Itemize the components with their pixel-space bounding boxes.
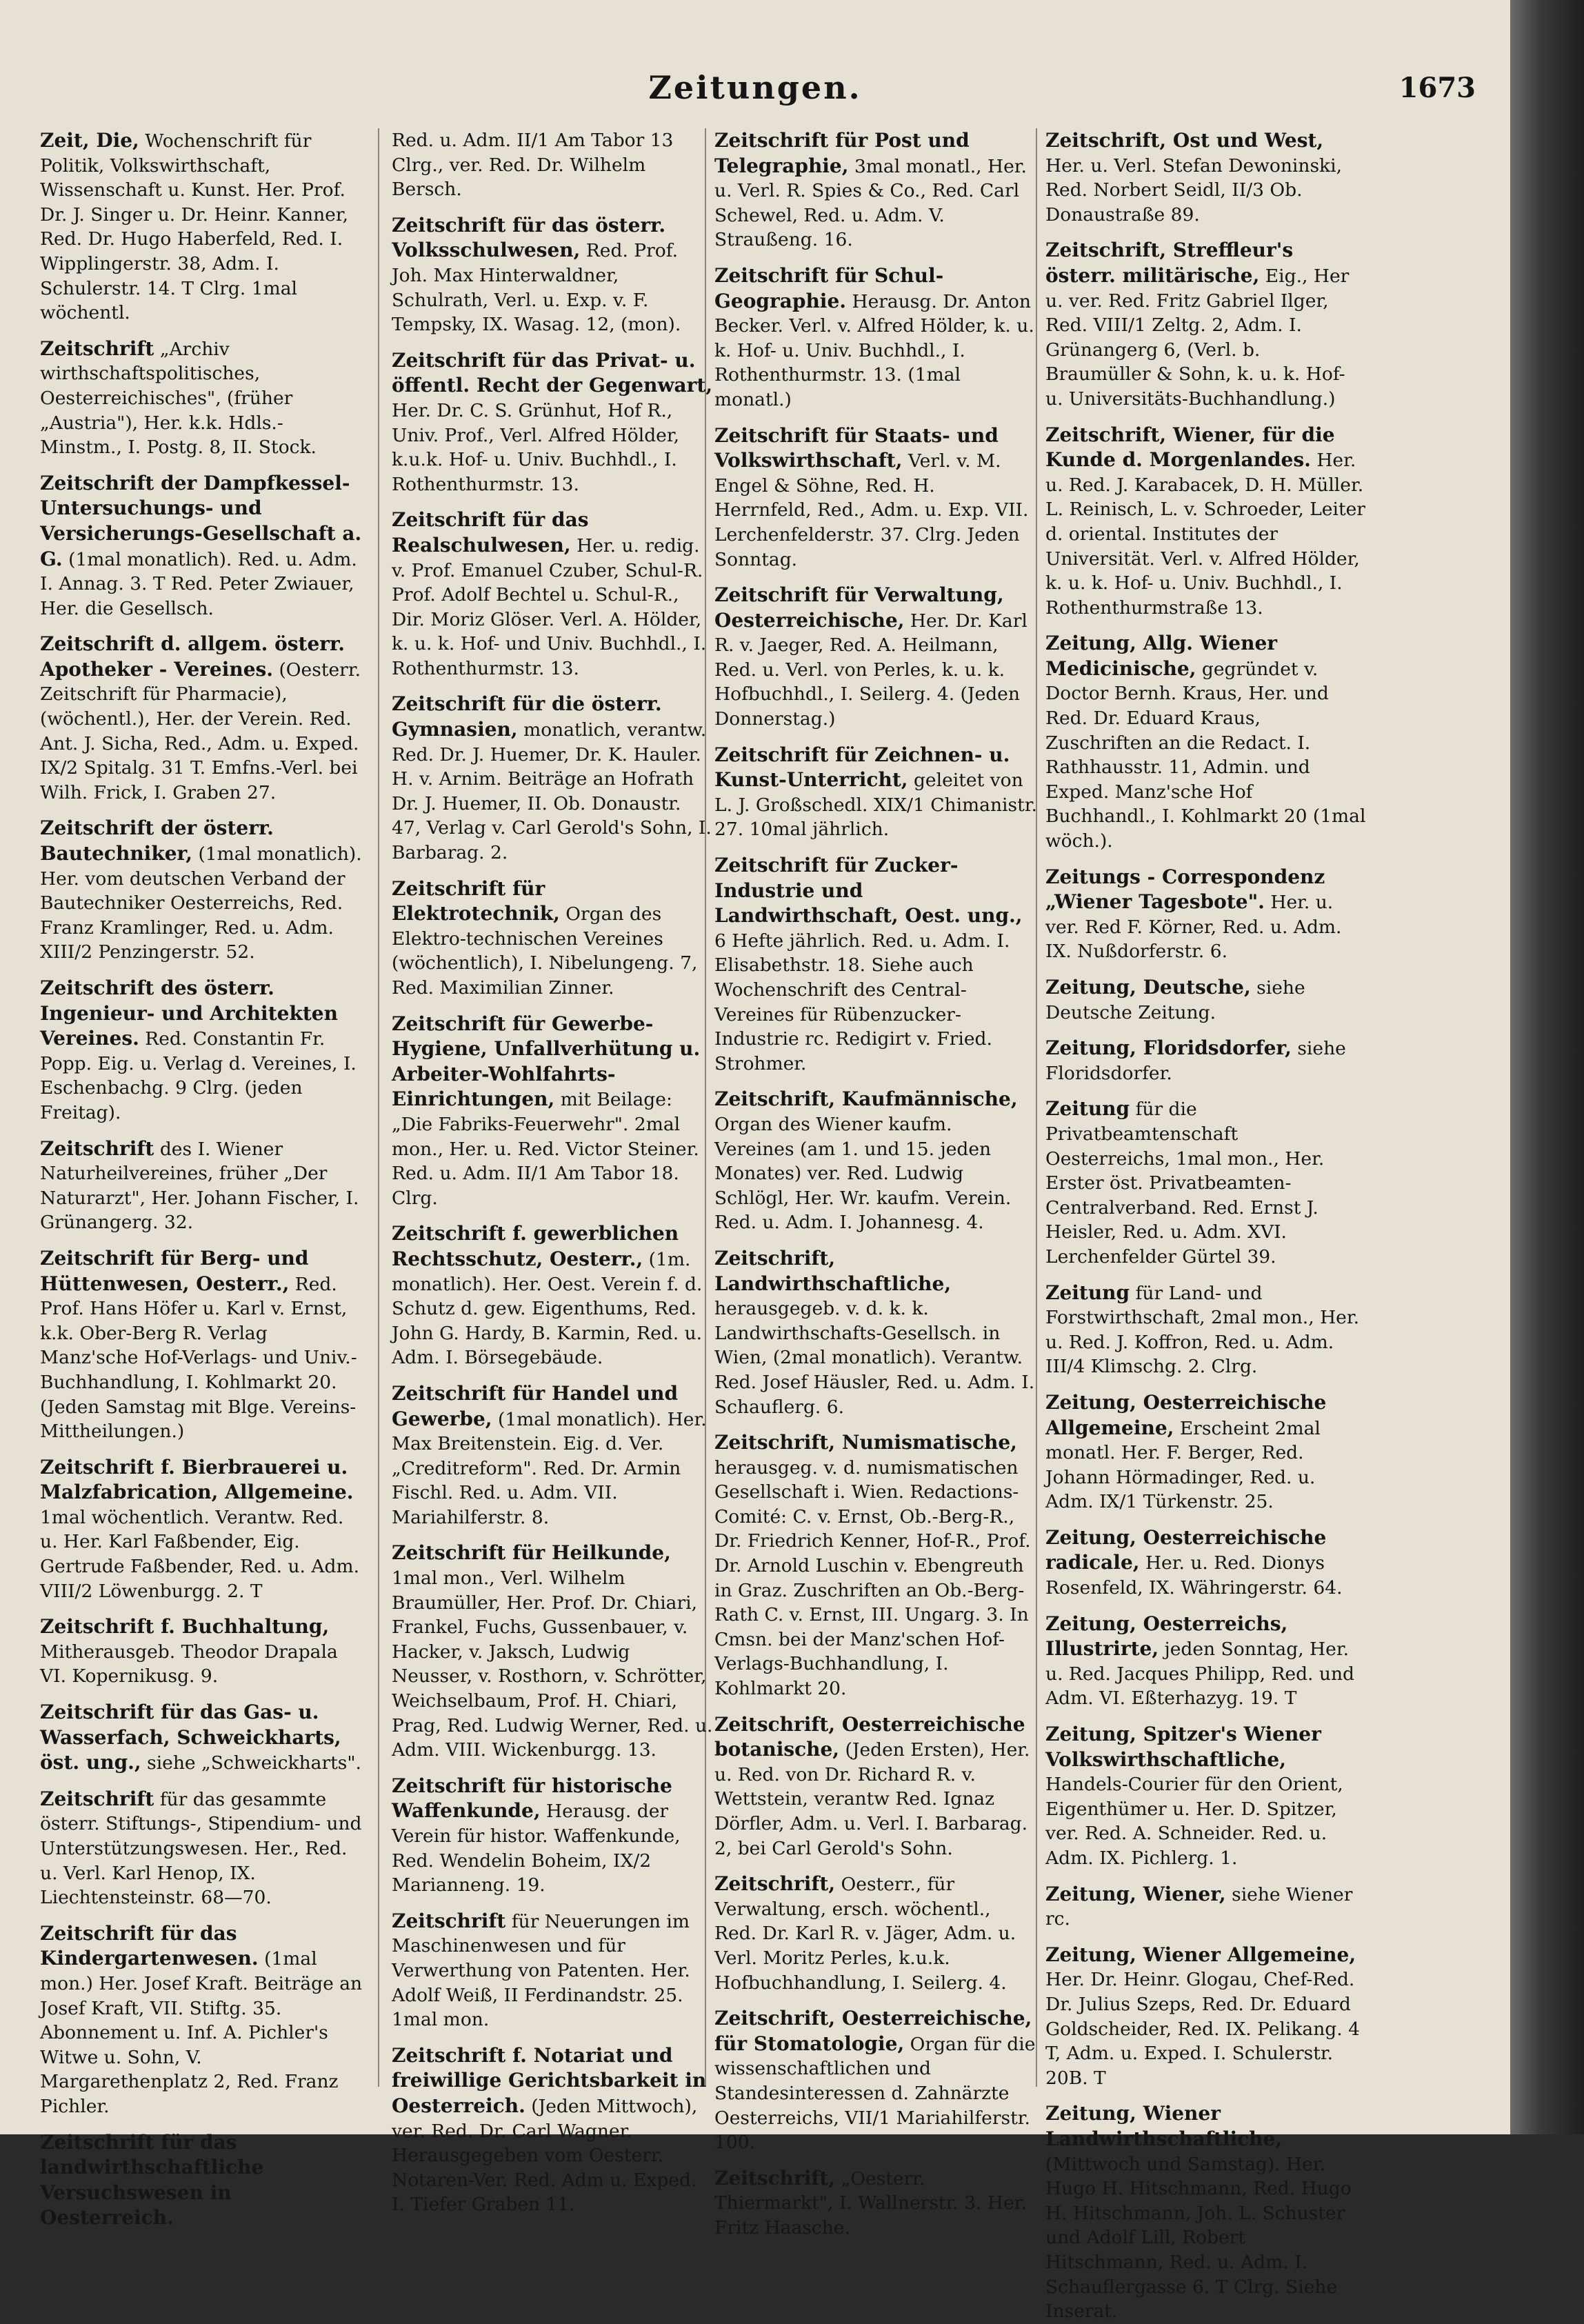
entry-text: (1mal monatlich). Red. u. Adm. I. Annag. 3. T Red. Peter Zwiauer, Her. die Gesellsch. [40,548,357,619]
entry-keyword: Zeitschrift d. allgem. österr. Apotheker - Vereines. [40,632,345,681]
entry-keyword: Zeitschrift, Streffleur's österr. militärische, [1045,239,1294,287]
directory-entry [392,1774,714,1898]
entry-text: Wochenschrift für Politik, Volkswirthschaft, Wissenschaft u. Kunst. Her. Prof. Dr. J. Singer u. Dr. Heinr. Kanner, Red. Dr. Hugo Haberfeld, Red. I. Wipplingerstr. 38, Adm. I. Schulerstr. 14. T Clrg. 1mal wöchentl. [40,130,348,324]
entry-keyword: Zeitschrift für Schul-Geographie. [714,263,944,312]
column-1 [40,128,363,2230]
entry-keyword: Zeitschrift für das Kindergartenwesen. [40,1921,259,1970]
entry-keyword: Zeitschrift der Dampfkessel-Untersuchungs- und Versicherungs-Gesellschaft a. G. [40,471,362,570]
entry-keyword: Zeitung, Spitzer's Wiener Volkswirthschaftliche, [1045,1723,1321,1771]
entry-text: Organ für die wissenschaftlichen und Standesinteressen d. Zahnärzte Oesterreichs, VII/1 Mariahilferstr. 100. [714,2033,1036,2154]
directory-entry [392,213,714,337]
column-2 [392,128,714,2216]
entry-keyword: Zeitschrift f. Buchhaltung, [40,1615,330,1639]
page-number: 1673 [1398,72,1476,104]
entry-keyword: Zeitschrift für Heilkunde, [392,1541,671,1565]
directory-entry [714,2166,1037,2241]
entry-text: mit Beilage: „Die Fabriks-Feuerwehr". 2mal mon., Her. u. Red. Victor Steiner. Red. u. Adm. II/1 Am Tabor 18. Clrg. [392,1089,699,1209]
entry-text: für die Privatbeamtenschaft Oesterreichs, 1mal mon., Her. Erster öst. Privatbeamten-Centralverband. Red. Ernst J. Heisler, Red. u. Adm. XVI. Lerchenfelder Gürtel 39. [1045,1099,1325,1268]
entry-text: Handels-Courier für den Orient, Eigenthümer u. Her. D. Spitzer, ver. Red. A. Schneider. Red. u. Adm. IX. Pichlerg. 1. [1045,1774,1343,1869]
entry-keyword: Zeitung, Wiener, [1045,1882,1226,1905]
entry-text: Red. Prof. Joh. Max Hinterwaldner, Schulrath, Verl. u. Exp. v. F. Tempsky, IX. Wasag. 12, (mon). [392,240,681,336]
directory-entry [714,1087,1037,1235]
directory-entry [1045,975,1368,1025]
entry-keyword: Zeitschrift für Elektrotechnik, [392,876,560,925]
directory-entry [1045,2101,1368,2323]
directory-entry [392,1909,714,2032]
directory-entry [40,1246,363,1444]
entry-text: 1mal mon., Verl. Wilhelm Braumüller, Her. Prof. Dr. Chiari, Frankel, Fuchs, Gussenbauer, v. Hacker, v. Jaksch, Ludwig Neusser, v. Rosthorn, v. Schrötter, Weichselbaum, Prof. H. Chiari, Prag, Red. Ludwig Werner, Red. u. Adm. VIII. Wickenburgg. 13. [392,1567,713,1761]
entry-keyword: Zeitschrift für historische Waffenkunde, [392,1774,672,1823]
entry-text: Herausg. der Verein für histor. Waffenkunde, Red. Wendelin Boheim, IX/2 Marianneng. 19. [392,1801,681,1896]
entry-text: Her. u. Red. Dionys Rosenfeld, IX. Währingerstr. 64. [1045,1552,1343,1599]
entry-keyword: Zeitschrift für Berg- und Hüttenwesen, Oesterr., [40,1246,309,1295]
entry-keyword: Zeitschrift, Oesterreichische, für Stomatologie, [714,2007,1032,2055]
entry-keyword: Zeitschrift für Post und Telegraphie, [714,129,970,177]
entry-text: für Land- und Forstwirthschaft, 2mal mon., Her. u. Red. J. Koffron, Red. u. Adm. III/4 Klimschg. 2. Clrg. [1045,1282,1360,1378]
entry-keyword: Zeitschrift, [714,1872,836,1896]
entry-keyword: Zeitschrift, Numismatische, [714,1431,1017,1454]
directory-entry [714,1430,1037,1701]
entry-text: siehe Deutsche Zeitung. [1045,977,1305,1023]
entry-keyword: Zeitschrift für Zeichnen- u. Kunst-Unterricht, [714,743,1010,792]
entry-text: Verl. v. M. Engel & Söhne, Red. H. Herrnfeld, Red., Adm. u. Exp. VII. Lerchenfelderstr. 37. Clrg. Jeden Sonntag. [714,450,1029,570]
entry-keyword: Zeitung, Oesterreichs, Illustrirte, [1045,1612,1288,1661]
entry-keyword: Zeitschrift, Oesterreichische botanische, [714,1712,1025,1761]
directory-entry [392,508,714,681]
entry-keyword: Zeitschrift [392,1909,506,1932]
entry-text: des I. Wiener Naturheilvereines, früher „Der Naturarzt", Her. Johann Fischer, I. Grünangerg. 32. [40,1138,359,1234]
entry-text: Her. u. redig. v. Prof. Emanuel Czuber, Schul-R. Prof. Adolf Bechtel u. Schul-R., Dir. Moriz Glöser. Verl. A. Hölder, k. u. k. Hof- und Univ. Buchhdl., I. Rothenthurmstr. 13. [392,534,707,679]
directory-entry [1045,1612,1368,1711]
column-3 [714,128,1037,2238]
entry-keyword: Zeitschrift für die österr. Gymnasien, [392,692,662,741]
entry-text: Eig., Her u. ver. Red. Fritz Gabriel Ilger, Red. VIII/1 Zeltg. 2, Adm. I. Grünangerg 6, (Verl. b. Braumüller & Sohn, k. u. k. Hof- u. Universitäts-Buchhandlung.) [1045,265,1350,410]
entry-keyword: Zeitschrift f. gewerblichen Rechtsschutz, Oesterr., [392,1222,679,1270]
entry-keyword: Zeitschrift für Verwaltung, Oesterreichische, [714,583,1004,632]
directory-entry [392,1381,714,1530]
directory-entry [1045,1882,1368,1932]
entry-keyword: Zeitschrift für Zucker-Industrie und Landwirthschaft, Oest. ung., [714,854,1023,928]
entry-keyword: Zeitung, Wiener Landwirthschaftliche, [1045,2102,1283,2150]
entry-text: jeden Sonntag, Her. u. Red. Jacques Philipp, Red. und Adm. VI. Eßterhazyg. 19. T [1045,1639,1355,1710]
directory-entry [1045,1525,1368,1601]
directory-entry [40,1455,363,1604]
entry-keyword: Zeitschrift, Ost und West, [1045,129,1324,152]
directory-entry [392,876,714,1001]
entry-keyword: Zeitschrift für das Realschulwesen, [392,508,589,557]
entry-keyword: Zeitung, Deutsche, [1045,976,1251,999]
entry-keyword: Zeitung, Floridsdorfer, [1045,1036,1292,1060]
directory-entry [1045,1281,1368,1379]
entry-text: (1mal monatlich). Her. Max Breitenstein. Eig. d. Ver. „Creditreform". Red. Dr. Armin Fischl. Red. u. Adm. VII. Mariahilferstr. 8. [392,1408,707,1528]
directory-entry [392,128,714,202]
entry-keyword: Zeitschrift für Staats- und Volkswirthschaft, [714,423,999,472]
entry-keyword: Zeitschrift [40,1787,154,1810]
entry-text: Her. Dr. Heinr. Glogau, Chef-Red. Dr. Julius Szeps, Red. Dr. Eduard Goldscheider, Red. IX. Pelikang. 4 T, Adm. u. Exped. I. Schulerstr. 20B. T [1045,1969,1360,2089]
entry-text: Her. u. Red. J. Karabacek, D. H. Müller. L. Reinisch, L. v. Schroeder, Leiter d. oriental. Institutes der Universität. Verl. v. Alfred Hölder, k. u. k. Hof- u. Univ. Buchhdl., I. Rothenthurmstraße 13. [1045,450,1365,619]
directory-entry [40,632,363,805]
directory-entry [714,1712,1037,1861]
directory-entry [1045,631,1368,853]
entry-keyword: Zeitschrift [40,1136,154,1160]
entry-text: siehe „Schweickharts". [147,1752,361,1774]
entry-text: für Neuerungen im Maschinenwesen und für Verwerthung von Patenten. Her. Adolf Weiß, II Ferdinandstr. 25. 1mal mon. [392,1910,690,2031]
entry-text: Her. Dr. Karl R. v. Jaeger, Red. A. Heilmann, Red. u. Verl. von Perles, k. u. k. Hofbuchhdl., I. Seilerg. 4. (Jeden Donnerstag.) [714,610,1027,730]
directory-entry [1045,865,1368,964]
entry-text: Erscheint 2mal monatl. Her. F. Berger, Red. Johann Hörmadinger, Red. u. Adm. IX/1 Türkenstr. 25. [1045,1417,1321,1513]
entry-text: Herausg. Dr. Anton Becker. Verl. v. Alfred Hölder, k. u. k. Hof- u. Univ. Buchhdl., I. Rothenthurmstr. 13. (1mal monatl.) [714,290,1034,410]
directory-entry [392,348,714,497]
directory-entry [714,853,1037,1076]
entry-keyword: Zeitung, Wiener Allgemeine, [1045,1943,1356,1966]
directory-entry [1045,1722,1368,1871]
directory-entry [714,583,1037,732]
directory-entry [40,1700,363,1776]
directory-entry [40,1921,363,2119]
directory-entry [1045,1096,1368,1269]
directory-entry [714,1872,1037,1995]
entry-keyword: Zeitschrift f. Notariat und freiwillige Gerichtsbarkeit in Oesterreich. [392,2043,707,2117]
entry-keyword: Zeitungs - Correspondenz „Wiener Tagesbote". [1045,865,1325,914]
entry-text: (Jeden Ersten), Her. u. Red. von Dr. Richard R. v. Wettstein, verantw Red. Ignaz Dörfler, Adm. u. Verl. I. Barbarag. 2, bei Carl Gerold's Sohn. [714,1739,1030,1859]
entry-keyword: Zeitschrift für Handel und Gewerbe, [392,1381,679,1430]
entry-keyword: Zeitschrift für das Privat- u. öffentl. Recht der Gegenwart, [392,348,713,397]
column-rule [378,128,379,2087]
entry-keyword: Zeitschrift, Landwirthschaftliche, [714,1246,952,1295]
entry-keyword: Zeitung, Oesterreichische radicale, [1045,1525,1327,1574]
entry-text: „Archiv wirthschaftspolitisches, Oesterreichisches", (früher „Austria"), Her. k.k. Hdls.-Minstm., I. Postg. 8, II. Stock. [40,338,317,459]
entry-text: Red. u. Adm. II/1 Am Tabor 13 Clrg., ver. Red. Dr. Wilhelm Bersch. [392,130,674,201]
directory-entry [1045,128,1368,227]
entry-text: 6 Hefte jährlich. Red. u. Adm. I. Elisabethstr. 18. Siehe auch Wochenschrift des Central-Vereines für Rübenzucker-Industrie rc. Redigirt v. Fried. Strohmer. [714,930,1010,1074]
directory-entry [1045,1390,1368,1514]
directory-entry [714,423,1037,572]
directory-entry [40,1787,363,1910]
entry-text: (Jeden Mittwoch), ver. Red. Dr. Carl Wagner. Herausgegeben vom Oesterr. Notaren-Ver. Red. Adm u. Exped. I. Tiefer Graben 11. [392,2095,698,2216]
directory-entry [1045,1943,1368,2091]
directory-entry [714,128,1037,252]
entry-keyword: Zeitung, Oesterreichische Allgemeine, [1045,1390,1327,1439]
entry-text: für das gesammte österr. Stiftungs-, Stipendium- und Unterstützungswesen. Her., Red. u. Verl. Karl Henop, IX. Liechtensteinstr. 68—70. [40,1788,362,1909]
entry-text: siehe Floridsdorfer. [1045,1038,1346,1084]
directory-entry [714,263,1037,412]
entry-text: geleitet von L. J. Großschedl. XIX/1 Chimanistr. 27. 10mal jährlich. [714,770,1037,841]
directory-entry [714,743,1037,842]
entry-keyword: Zeitschrift des österr. Ingenieur- und Architekten Vereines. [40,976,338,1050]
entry-keyword: Zeitung [1045,1097,1130,1121]
entry-text: Red. Prof. Hans Höfer u. Karl v. Ernst, k.k. Ober-Berg R. Verlag Manz'sche Hof-Verlags- und Univ.-Buchhandlung, I. Kohlmarkt 20. (Jeden Samstag mit Blge. Vereins-Mittheilungen.) [40,1273,357,1443]
page-header [0,69,1510,117]
entry-text: gegründet v. Doctor Bernh. Kraus, Her. und Red. Dr. Eduard Kraus, Zuschriften an die Redact. I. Rathhausstr. 11, Admin. und Exped. Manz'sche Hof Buchhandl., I. Kohlmarkt 20 (1mal wöch.). [1045,658,1366,852]
entry-text: Her. u. Verl. Stefan Dewoninski, Red. Norbert Seidl, II/3 Ob. Donaustraße 89. [1045,154,1343,226]
directory-entry [1045,238,1368,411]
entry-text: (Mittwoch und Samstag). Her. Hugo H. Hitschmann, Red. Hugo H. Hitschmann, Joh. L. Schuster und Adolf Lill, Robert Hitschmann, Red. u. Adm. I. Schauflergasse 6. T Clrg. Siehe Inserat. [1045,2153,1352,2323]
entry-text: monatlich, verantw. Red. Dr. J. Huemer, Dr. K. Hauler. H. v. Arnim. Beiträge an Hofrath Dr. J. Huemer, II. Ob. Donaustr. 47, Verlag v. Carl Gerold's Sohn, I. Barbarag. 2. [392,719,712,864]
directory-entry [1045,423,1368,621]
directory-entry [40,976,363,1125]
entry-keyword: Zeit, Die, [40,129,139,152]
entry-keyword: Zeitung [1045,1281,1130,1304]
entry-keyword: Zeitschrift für Gewerbe-Hygiene, Unfallverhütung u. Arbeiter-Wohlfahrts-Einrichtungen, [392,1012,701,1111]
directory-entry [392,1221,714,1370]
entry-text: (Oesterr. Zeitschrift für Pharmacie), (wöchentl.), Her. der Verein. Red. Ant. J. Sicha, Red., Adm. u. Exped. IX/2 Spitalg. 31 T. Emfns.-Verl. bei Wilh. Frick, I. Graben 27. [40,659,361,803]
directory-entry [40,337,363,460]
directory-entry [40,816,363,965]
entry-keyword: Zeitschrift f. Bierbrauerei u. Malzfabrication, Allgemeine. [40,1455,354,1504]
entry-text: Her. Dr. C. S. Grünhut, Hof R., Univ. Prof., Verl. Alfred Hölder, k.u.k. Hof- u. Univ. Buchhdl., I. Rothenthurmstr. 13. [392,399,680,495]
entry-text: Red. Constantin Fr. Popp. Eig. u. Verlag d. Vereines, I. Eschenbachg. 9 Clrg. (jeden Freitag). [40,1028,357,1123]
entry-keyword: Zeitschrift [40,337,154,360]
entry-text: 3mal monatl., Her. u. Verl. R. Spies & Co., Red. Carl Schewel, Red. u. Adm. V. Straußeng. 16. [714,155,1027,251]
entry-keyword: Zeitung, Allg. Wiener Medicinische, [1045,632,1278,680]
entry-keyword: Zeitschrift für das österr. Volksschulwesen, [392,213,666,262]
entry-text: Oesterr., für Verwaltung, ersch. wöchentl., Red. Dr. Karl R. v. Jäger, Adm. u. Verl. Moritz Perles, k.u.k. Hofbuchhandlung, I. Seilerg. 4. [714,1874,1016,1994]
entry-text: Organ des Elektro-technischen Vereines (wöchentlich), I. Nibelungeng. 7, Red. Maximilian Zinner. [392,903,698,999]
entry-text: Her. u. ver. Red F. Körner, Red. u. Adm. IX. Nußdorferstr. 6. [1045,892,1342,963]
entry-text: herausgeg. v. d. numismatischen Gesellschaft i. Wien. Redactions-Comité: C. v. Ernst, Ob.-Berg-R., Dr. Friedrich Kenner, Hof-R., Prof. Dr. Arnold Luschin v. Ebengreuth in Graz. Zuschriften an Ob.-Berg-Rath C. v. Ernst, III. Ungarg. 3. In Cmsn. bei der Manz'schen Hof-Verlags-Buchhandlung, I. Kohlmarkt 20. [714,1456,1031,1700]
entry-keyword: Zeitschrift für das landwirthschaftliche Versuchswesen in Oesterreich. [40,2130,264,2230]
directory-entry [1045,1036,1368,1085]
directory-entry [40,128,363,325]
directory-entry [392,692,714,865]
entry-keyword: Zeitschrift der österr. Bautechniker, [40,817,274,865]
directory-entry [392,1541,714,1762]
directory-entry [714,2006,1037,2155]
directory-entry [40,2130,363,2231]
entry-text: (1m. monatlich). Her. Oest. Verein f. d. Schutz d. gew. Eigenthums, Red. John G. Hardy, B. Karmin, Red. u. Adm. I. Börsegebäude. [392,1248,703,1369]
directory-entry [40,1136,363,1235]
entry-text: herausgegeb. v. d. k. k. Landwirthschafts-Gesellsch. in Wien, (2mal monatlich). Verantw. Red. Josef Häusler, Red. u. Adm. I. Schauflerg. 6. [714,1298,1035,1418]
column-4 [1045,128,1368,2323]
directory-entry [40,471,363,621]
entry-keyword: Zeitschrift, Wiener, für die Kunde d. Morgenlandes. [1045,423,1335,472]
entry-keyword: Zeitschrift für das Gas- u. Wasserfach, Schweickharts, öst. ung., [40,1701,341,1774]
page-title: Zeitungen. [648,69,862,106]
entry-text: Organ des Wiener kaufm. Vereines (am 1. und 15. jeden Monates) ver. Red. Ludwig Schlögl, Her. Wr. kaufm. Verein. Red. u. Adm. I. Johannesg. 4. [714,1113,1012,1234]
directory-entry [392,2043,714,2217]
entry-keyword: Zeitschrift, Kaufmännische, [714,1088,1018,1111]
entry-text: (1mal mon.) Her. Josef Kraft. Beiträge an Josef Kraft, VII. Stiftg. 35. Abonnement u. Inf. A. Pichler's Witwe u. Sohn, V. Margarethenplatz 2, Red. Franz Pichler. [40,1948,363,2117]
page-edge-shadow [1510,0,1584,2134]
entry-text: (1mal monatlich). Her. vom deutschen Verband der Bautechniker Oesterreichs, Red. Franz Kramlinger, Red. u. Adm. XIII/2 Penzingerstr. 52. [40,843,362,963]
directory-entry [392,1012,714,1211]
directory-entry [40,1614,363,1689]
directory-entry [714,1246,1037,1419]
entry-text: 1mal wöchentlich. Verantw. Red. u. Her. Karl Faßbender, Eig. Gertrude Faßbender, Red. u. Adm. VIII/2 Löwenburgg. 2. T [40,1506,360,1602]
entry-text: siehe Wiener rc. [1045,1883,1353,1930]
entry-text: Mitherausgeb. Theodor Drapala VI. Kopernikusg. 9. [40,1641,338,1687]
entry-text: „Oesterr. Thiermarkt", I. Wallnerstr. 3. Her. Fritz Haasche. [714,2167,1027,2238]
entry-keyword: Zeitschrift, [714,2166,836,2190]
